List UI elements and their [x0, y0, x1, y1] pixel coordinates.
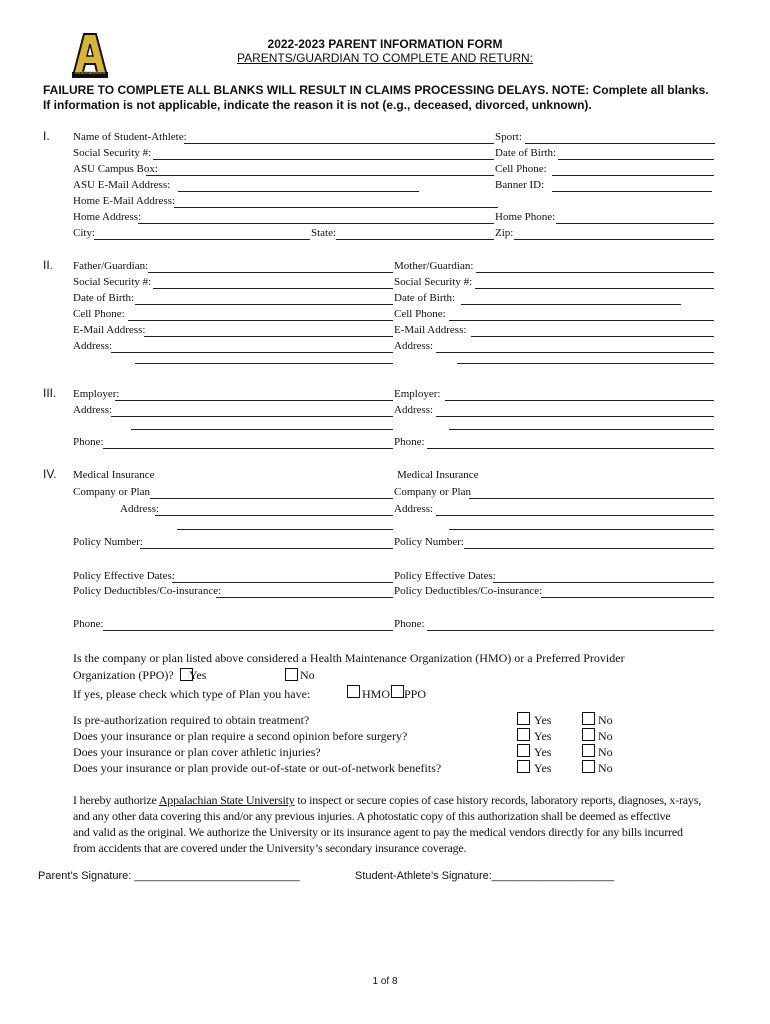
father-cell-field[interactable] — [128, 320, 393, 321]
home-email-label: Home E-Mail Address: — [73, 195, 176, 207]
question-text: Is pre-authorization required to obtain treatment? — [73, 713, 310, 727]
father-ssn-label: Social Security #: — [73, 276, 152, 288]
section-3-numeral: III. — [43, 386, 57, 400]
question-text: Does your insurance or plan cover athletic injuries? — [73, 745, 321, 759]
employer-r-field[interactable] — [445, 400, 714, 401]
authorization-paragraph — [73, 792, 743, 856]
father-label: Father/Guardian: — [73, 260, 149, 272]
company-r-label: Company or Plan — [394, 486, 471, 498]
mother-dob-field[interactable] — [461, 304, 681, 305]
mother-email-field[interactable] — [471, 336, 714, 337]
employer-phone-field[interactable] — [103, 448, 393, 449]
father-dob-label: Date of Birth: — [73, 292, 135, 304]
employer-address-line-2[interactable] — [131, 429, 393, 430]
student-cell-label: Cell Phone: — [495, 163, 547, 175]
home-address-field[interactable] — [138, 223, 494, 224]
mother-ssn-label: Social Security #: — [394, 276, 473, 288]
page-number: 1 of 8 — [372, 976, 398, 987]
parent-signature-field[interactable]: Parent’s Signature: ___________________________ — [38, 870, 300, 882]
hmo-label: HMO — [362, 687, 391, 701]
insurance-phone-label: Phone: — [73, 618, 104, 630]
campus-box-label: ASU Campus Box: — [73, 163, 158, 175]
employer-label: Employer: — [73, 388, 120, 400]
student-cell-field[interactable] — [552, 175, 714, 176]
mother-address-label: Address: — [394, 340, 434, 352]
father-address-line-2[interactable] — [135, 363, 393, 364]
policy-number-r-field[interactable] — [464, 548, 714, 549]
effective-dates-label: Policy Effective Dates: — [73, 570, 175, 582]
student-name-field[interactable] — [184, 143, 494, 144]
form-title: 2022-2023 PARENT INFORMATION FORM — [267, 37, 503, 51]
employer-r-address-field[interactable] — [436, 416, 714, 417]
sport-label: Sport: — [495, 131, 522, 143]
banner-id-label: Banner ID: — [495, 179, 545, 191]
state-label: State: — [311, 227, 337, 239]
question-yes-label: Yes — [534, 729, 552, 743]
deductibles-label: Policy Deductibles/Co-insurance: — [73, 585, 222, 597]
insurance-address-line-2[interactable] — [177, 529, 393, 530]
insurance-r-address-line-2[interactable] — [449, 529, 714, 530]
state-field[interactable] — [336, 239, 494, 240]
deductibles-r-label: Policy Deductibles/Co-insurance: — [394, 585, 543, 597]
employer-r-phone-label: Phone: — [394, 436, 425, 448]
father-address-label: Address: — [73, 340, 113, 352]
mother-address-field[interactable] — [436, 352, 714, 353]
plan-no-label: No — [300, 668, 315, 682]
authorization-lead: I hereby authorize — [73, 793, 159, 807]
question-no-checkbox[interactable] — [582, 744, 595, 757]
zip-label: Zip: — [495, 227, 514, 239]
authorization-line-4: from accidents that are covered under the University’s secondary insurance coverage. — [73, 841, 467, 855]
father-email-field[interactable] — [144, 336, 393, 337]
logo-caption: Mountaineers — [74, 70, 106, 76]
section-1-numeral: I. — [43, 129, 50, 143]
asu-email-field[interactable] — [178, 191, 419, 192]
plan-no-checkbox[interactable] — [285, 668, 298, 681]
insurance-r-phone-label: Phone: — [394, 618, 425, 630]
plan-question-line-2: Organization (PPO)? — [73, 668, 174, 682]
question-yes-checkbox[interactable] — [517, 728, 530, 741]
city-label: City: — [73, 227, 96, 239]
mother-label: Mother/Guardian: — [394, 260, 474, 272]
zip-field[interactable] — [514, 239, 714, 240]
policy-number-r-label: Policy Number: — [394, 536, 464, 548]
warning-line-2: If information is not applicable, indicate the reason it is not (e.g., deceased, divorced, unknown). — [43, 98, 592, 112]
mother-cell-label: Cell Phone: — [394, 308, 446, 320]
question-no-checkbox[interactable] — [582, 728, 595, 741]
home-phone-label: Home Phone: — [495, 211, 556, 223]
athlete-signature-field[interactable]: Student-Athlete’s Signature:____________________ — [355, 870, 615, 882]
city-field[interactable] — [94, 239, 310, 240]
father-email-label: E-Mail Address: — [73, 324, 146, 336]
mother-email-label: E-Mail Address: — [394, 324, 467, 336]
mother-cell-field[interactable] — [449, 320, 714, 321]
banner-id-field[interactable] — [552, 191, 712, 192]
student-ssn-label: Social Security #: — [73, 147, 152, 159]
authorization-line-3: and valid as the original. We authorize the University or its insurance agent to pay the medical vendors directly for any bills incurred — [73, 825, 683, 839]
employer-r-address-line-2[interactable] — [449, 429, 714, 430]
policy-number-label: Policy Number: — [73, 536, 143, 548]
employer-address-label: Address: — [73, 404, 113, 416]
father-field[interactable] — [148, 272, 393, 273]
effective-dates-field[interactable] — [172, 582, 393, 583]
employer-r-address-label: Address: — [394, 404, 434, 416]
mother-field[interactable] — [476, 272, 714, 273]
question-yes-label: Yes — [534, 761, 552, 775]
form-subtitle: PARENTS/GUARDIAN TO COMPLETE AND RETURN: — [236, 51, 534, 65]
insurance-r-phone-field[interactable] — [427, 630, 714, 631]
question-text: Does your insurance or plan require a second opinion before surgery? — [73, 729, 408, 743]
section-4-numeral: IV. — [43, 467, 57, 481]
home-address-label: Home Address: — [73, 211, 142, 223]
question-no-checkbox[interactable] — [582, 712, 595, 725]
insurance-r-address-field[interactable] — [436, 515, 714, 516]
father-ssn-field[interactable] — [153, 288, 393, 289]
asu-email-label: ASU E-Mail Address: — [73, 179, 171, 191]
question-yes-label: Yes — [534, 745, 552, 759]
employer-phone-label: Phone: — [73, 436, 104, 448]
company-r-field[interactable] — [469, 498, 714, 499]
question-text: Does your insurance or plan provide out-of-state or out-of-network benefits? — [73, 761, 442, 775]
question-yes-checkbox[interactable] — [517, 760, 530, 773]
ppo-checkbox[interactable] — [391, 685, 404, 698]
deductibles-field[interactable] — [216, 597, 393, 598]
plan-type-question: If yes, please check which type of Plan you have: — [73, 687, 311, 701]
policy-number-field[interactable] — [140, 548, 393, 549]
insurance-address-label: Address: — [120, 503, 160, 515]
authorization-line-2: and any other data covering this and/or any previous injuries. A photostatic copy of this authorization shall be deemed as effective — [73, 809, 671, 823]
home-phone-field[interactable] — [556, 223, 714, 224]
student-dob-label: Date of Birth: — [495, 147, 557, 159]
hmo-checkbox[interactable] — [347, 685, 360, 698]
company-field[interactable] — [150, 498, 393, 499]
sport-field[interactable] — [525, 143, 715, 144]
question-yes-checkbox[interactable] — [517, 712, 530, 725]
plan-question-line-1: Is the company or plan listed above considered a Health Maintenance Organization (HMO) or a Preferred Provider — [73, 651, 625, 665]
father-cell-label: Cell Phone: — [73, 308, 125, 320]
plan-yes-label: Yes — [189, 668, 207, 682]
authorization-line-1-rest: to inspect or secure copies of case history records, laboratory reports, diagnoses, x-rays, — [294, 793, 701, 807]
effective-dates-r-field[interactable] — [493, 582, 714, 583]
deductibles-r-field[interactable] — [541, 597, 714, 598]
question-yes-label: Yes — [534, 713, 552, 727]
warning-line-1: FAILURE TO COMPLETE ALL BLANKS WILL RESULT IN CLAIMS PROCESSING DELAYS. NOTE: Complete all blanks. — [43, 83, 709, 97]
authorization-line-1 — [73, 792, 743, 808]
father-address-field[interactable] — [111, 352, 393, 353]
university-name: Appalachian State University — [158, 793, 295, 807]
home-email-field[interactable] — [174, 207, 498, 208]
question-no-label: No — [598, 761, 613, 775]
mother-address-line-2[interactable] — [457, 363, 714, 364]
employer-field[interactable] — [115, 400, 393, 401]
insurance-address-field[interactable] — [155, 515, 393, 516]
father-dob-field[interactable] — [135, 304, 393, 305]
ppo-label: PPO — [404, 687, 427, 701]
student-dob-field[interactable] — [558, 159, 714, 160]
insurance-phone-field[interactable] — [103, 630, 393, 631]
question-no-checkbox[interactable] — [582, 760, 595, 773]
employer-address-field[interactable] — [111, 416, 393, 417]
insurance-r-address-label: Address: — [394, 503, 434, 515]
question-no-label: No — [598, 713, 613, 727]
question-yes-checkbox[interactable] — [517, 744, 530, 757]
medical-insurance-r-label: Medical Insurance — [397, 469, 479, 481]
section-2-numeral: II. — [43, 258, 54, 272]
student-name-label: Name of Student-Athlete: — [73, 131, 187, 143]
effective-dates-r-label: Policy Effective Dates: — [394, 570, 496, 582]
company-label: Company or Plan — [73, 486, 150, 498]
question-no-label: No — [598, 745, 613, 759]
campus-box-field[interactable] — [146, 175, 494, 176]
employer-r-label: Employer: — [394, 388, 441, 400]
student-ssn-field[interactable] — [153, 159, 494, 160]
question-no-label: No — [598, 729, 613, 743]
mother-dob-label: Date of Birth: — [394, 292, 456, 304]
mother-ssn-field[interactable] — [475, 288, 714, 289]
employer-r-phone-field[interactable] — [427, 448, 714, 449]
medical-insurance-label: Medical Insurance — [73, 469, 155, 481]
